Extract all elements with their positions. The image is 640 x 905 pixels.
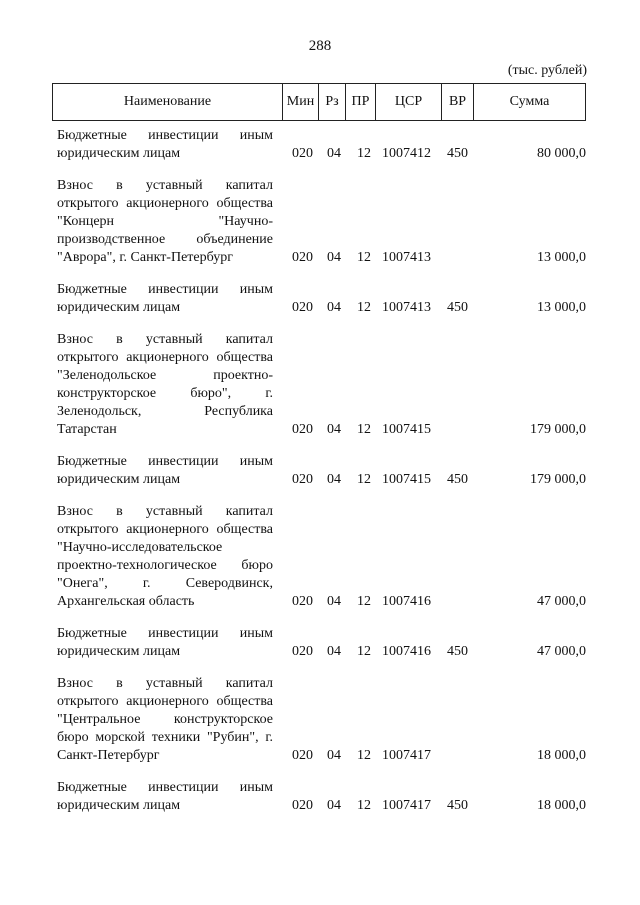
row-csr: 1007417 xyxy=(382,748,431,763)
row-min: 020 xyxy=(292,644,313,659)
row-sum: 179 000,0 xyxy=(530,472,586,487)
table-header xyxy=(52,83,586,121)
row-pr: 12 xyxy=(357,644,371,659)
row-min: 020 xyxy=(292,146,313,161)
row-pr: 12 xyxy=(357,250,371,265)
row-name: Бюджетные инвестиции иным юридическим лицам xyxy=(57,780,273,813)
header-csr: ЦСР xyxy=(376,84,442,120)
row-min: 020 xyxy=(292,472,313,487)
row-csr: 1007413 xyxy=(382,300,431,315)
row-sum: 80 000,0 xyxy=(537,146,586,161)
row-pr: 12 xyxy=(357,422,371,437)
row-name: Взнос в уставный капитал открытого акционерного общества "Центральное конструкторское бюро морской техники "Рубин", г. Санкт-Петербург xyxy=(57,676,273,763)
header-pr: ПР xyxy=(346,84,376,120)
row-name: Взнос в уставный капитал открытого акционерного общества "Научно-исследовательское проектно-технологическое бюро "Онега", г. Северодвинск, Архангельская область xyxy=(57,504,273,609)
row-sum: 179 000,0 xyxy=(530,422,586,437)
header-sum: Сумма xyxy=(509,94,550,109)
row-min: 020 xyxy=(292,748,313,763)
table-row xyxy=(57,177,586,267)
header-vr: ВР xyxy=(442,84,474,120)
row-rz: 04 xyxy=(327,644,341,659)
row-vr: 450 xyxy=(447,644,468,659)
row-csr: 1007415 xyxy=(382,422,431,437)
row-rz: 04 xyxy=(327,250,341,265)
row-rz: 04 xyxy=(327,300,341,315)
row-name: Бюджетные инвестиции иным юридическим лицам xyxy=(57,128,273,161)
row-pr: 12 xyxy=(357,798,371,813)
row-sum: 18 000,0 xyxy=(537,748,586,763)
row-csr: 1007412 xyxy=(382,146,431,161)
table-row xyxy=(57,625,586,661)
table-row xyxy=(57,453,586,489)
table-row xyxy=(57,281,586,317)
row-name: Взнос в уставный капитал открытого акционерного общества "Концерн "Научно-производственное объединение "Аврора", г. Санкт-Петербург xyxy=(57,178,273,265)
row-pr: 12 xyxy=(357,748,371,763)
row-sum: 47 000,0 xyxy=(537,594,586,609)
row-pr: 12 xyxy=(357,300,371,315)
row-name: Бюджетные инвестиции иным юридическим лицам xyxy=(57,282,273,315)
row-min: 020 xyxy=(292,798,313,813)
row-min: 020 xyxy=(292,250,313,265)
row-sum: 47 000,0 xyxy=(537,644,586,659)
row-csr: 1007417 xyxy=(382,798,431,813)
row-sum: 13 000,0 xyxy=(537,250,586,265)
table-row xyxy=(57,675,586,765)
units-label: (тыс. рублей) xyxy=(507,63,587,78)
row-csr: 1007413 xyxy=(382,250,431,265)
row-min: 020 xyxy=(292,300,313,315)
row-pr: 12 xyxy=(357,146,371,161)
row-pr: 12 xyxy=(357,472,371,487)
row-vr: 450 xyxy=(447,146,468,161)
table-row xyxy=(57,331,586,439)
header-rz: Рз xyxy=(319,84,346,120)
row-rz: 04 xyxy=(327,798,341,813)
header-name: Наименование xyxy=(53,84,283,120)
row-vr: 450 xyxy=(447,300,468,315)
row-name: Бюджетные инвестиции иным юридическим лицам xyxy=(57,626,273,659)
page-number: 288 xyxy=(308,38,332,54)
row-csr: 1007415 xyxy=(382,472,431,487)
row-vr: 450 xyxy=(447,798,468,813)
row-rz: 04 xyxy=(327,594,341,609)
table-row xyxy=(57,503,586,611)
row-min: 020 xyxy=(292,422,313,437)
row-sum: 18 000,0 xyxy=(537,798,586,813)
row-rz: 04 xyxy=(327,422,341,437)
table-row xyxy=(57,779,586,815)
row-sum: 13 000,0 xyxy=(537,300,586,315)
row-csr: 1007416 xyxy=(382,644,431,659)
row-rz: 04 xyxy=(327,472,341,487)
table-body xyxy=(57,127,586,829)
row-rz: 04 xyxy=(327,748,341,763)
row-csr: 1007416 xyxy=(382,594,431,609)
row-name: Взнос в уставный капитал открытого акционерного общества "Зеленодольское проектно-конструкторское бюро", г. Зеленодольск, Республика Татарстан xyxy=(57,332,273,437)
row-rz: 04 xyxy=(327,146,341,161)
row-min: 020 xyxy=(292,594,313,609)
table-row xyxy=(57,127,586,163)
row-name: Бюджетные инвестиции иным юридическим лицам xyxy=(57,454,273,487)
row-pr: 12 xyxy=(357,594,371,609)
row-vr: 450 xyxy=(447,472,468,487)
header-min: Мин xyxy=(283,84,319,120)
